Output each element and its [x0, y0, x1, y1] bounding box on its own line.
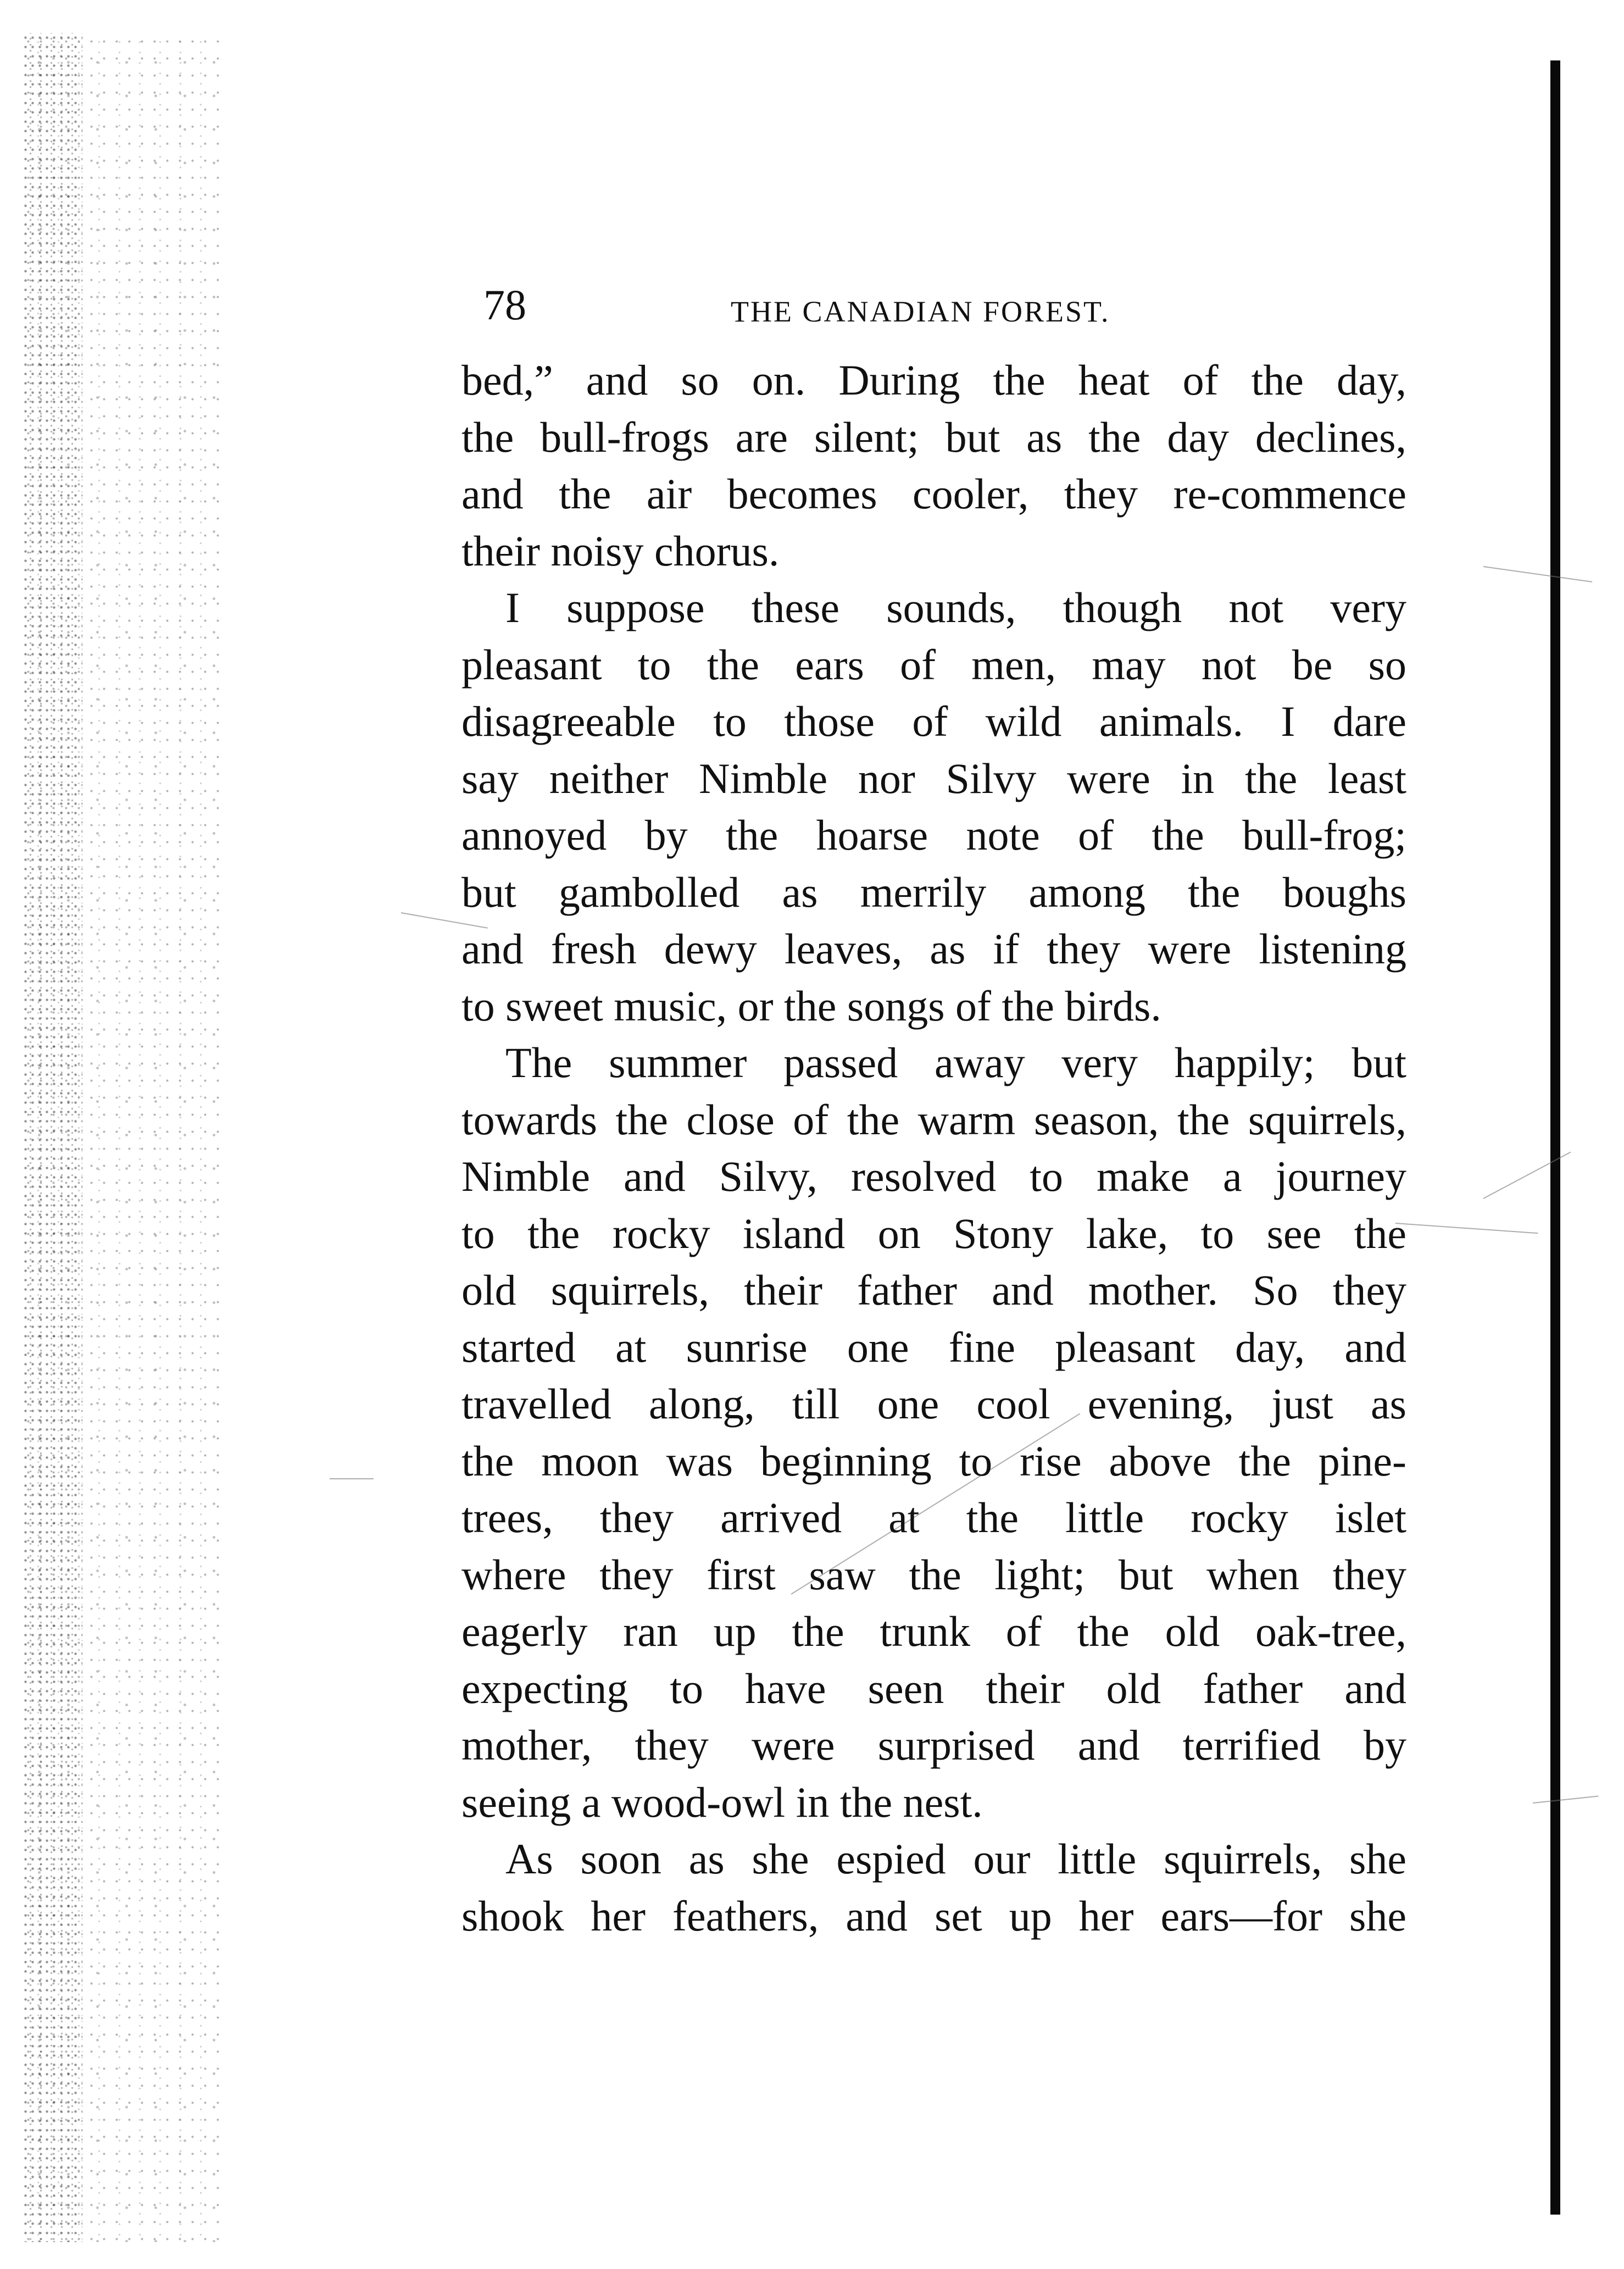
text-line: to the rocky island on Stony lake, to see the [461, 1209, 1406, 1257]
text-line: annoyed by the hoarse note of the bull-frog; [461, 811, 1406, 859]
body-text [461, 352, 1406, 1944]
text-line: and the air becomes cooler, they re-commence [461, 470, 1406, 518]
text-line: seeing a wood-owl in the nest. [461, 1778, 983, 1826]
text-line: and fresh dewy leaves, as if they were listening [461, 925, 1406, 973]
running-head: THE CANADIAN FOREST. [731, 295, 1110, 328]
text-line: say neither Nimble nor Silvy were in the least [461, 754, 1406, 802]
text-line: travelled along, till one cool evening, just as [461, 1380, 1406, 1428]
text-line: As soon as she espied our little squirrels, she [505, 1835, 1406, 1883]
text-line: Nimble and Silvy, resolved to make a journey [461, 1152, 1406, 1200]
text-line: towards the close of the warm season, the squirrels, [461, 1095, 1406, 1144]
binding-edge-speckle-dense [22, 33, 82, 2242]
text-line: old squirrels, their father and mother. So they [461, 1266, 1406, 1314]
text-line: mother, they were surprised and terrified by [461, 1721, 1406, 1769]
text-line: to sweet music, or the songs of the birds. [461, 981, 1161, 1030]
pencil-mark [1395, 1223, 1538, 1234]
pencil-mark [1533, 1795, 1599, 1804]
text-line: disagreeable to those of wild animals. I dare [461, 697, 1406, 745]
text-line: The summer passed away very happily; but [505, 1039, 1406, 1086]
text-line: the moon was beginning to rise above the pine- [461, 1436, 1406, 1485]
text-line: where they first saw the light; but when they [461, 1550, 1406, 1599]
text-line: the bull-frogs are silent; but as the day declines, [461, 413, 1406, 461]
text-line: started at sunrise one fine pleasant day, and [461, 1323, 1406, 1371]
text-line: their noisy chorus. [461, 526, 780, 575]
text-line: shook her feathers, and set up her ears—for she [461, 1891, 1406, 1940]
text-line: trees, they arrived at the little rocky islet [461, 1494, 1406, 1541]
text-line: pleasant to the ears of men, may not be so [461, 640, 1406, 689]
text-line: expecting to have seen their old father and [461, 1664, 1406, 1712]
text-line: but gambolled as merrily among the boughs [461, 868, 1406, 916]
page-number: 78 [483, 281, 526, 329]
page-header [483, 275, 1198, 335]
text-line: bed,” and so on. During the heat of the day, [461, 356, 1406, 404]
text-line: I suppose these sounds, though not very [505, 584, 1406, 631]
right-margin-rule [1550, 60, 1560, 2215]
text-line: eagerly ran up the trunk of the old oak-tree, [461, 1607, 1406, 1655]
pencil-mark [330, 1478, 374, 1479]
pencil-mark [1483, 566, 1592, 582]
